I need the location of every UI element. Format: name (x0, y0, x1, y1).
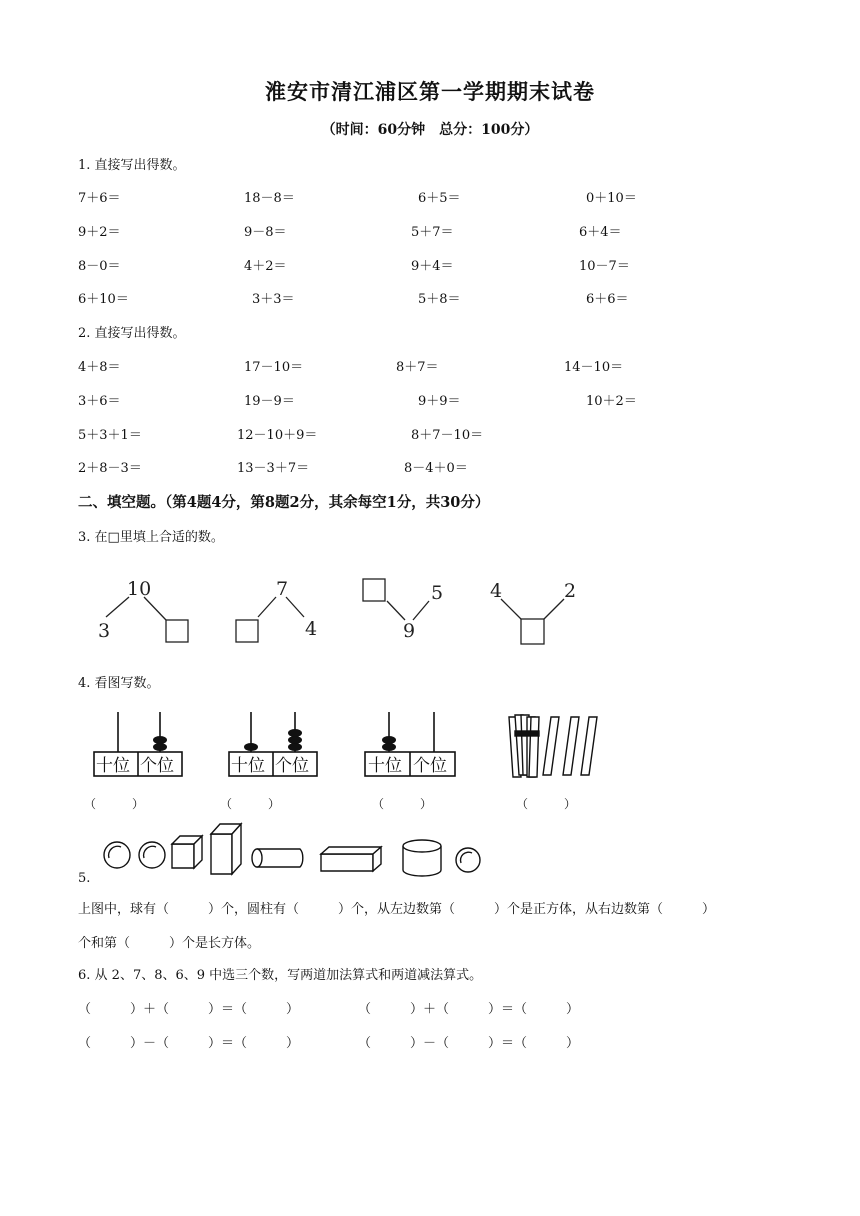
cylinder-shape (403, 840, 441, 876)
subtraction-equation-blank[interactable]: （ ）－（ ）＝（ ） (358, 1036, 580, 1051)
cylinder-shape (252, 849, 303, 867)
sphere-shape (139, 842, 165, 868)
bond-number: 10 (127, 578, 152, 600)
q1-expression: 5＋7＝ (411, 225, 454, 240)
q2-expression: 5＋3＋1＝ (78, 428, 142, 443)
q1-expression: 6＋4＝ (579, 225, 622, 240)
question-2-label: 2. 直接写出得数。 (78, 326, 186, 341)
tens-place-label: 十位 (231, 756, 265, 776)
tens-place-label: 十位 (368, 756, 402, 776)
q2-expression: 10＋2＝ (586, 394, 637, 409)
q1-expression: 6＋6＝ (586, 292, 629, 307)
q2-expression: 9＋9＝ (418, 394, 461, 409)
q1-expression: 9－8＝ (244, 225, 287, 240)
page-subtitle: （时间：60分钟 总分：100分） (321, 122, 539, 138)
ones-place-label: 个位 (140, 756, 174, 776)
question-5-label: 5. (78, 871, 91, 886)
question-5-line-1: 上图中，球有（ ）个，圆柱有（ ）个，从左边数第（ ）个是正方体，从右边数第（ ） (78, 902, 716, 917)
answer-blank[interactable]: （ ） (84, 797, 145, 811)
bond-number: 4 (305, 618, 318, 640)
q1-expression: 5＋8＝ (418, 292, 461, 307)
q1-expression: 9＋2＝ (78, 225, 121, 240)
bond-number: 2 (564, 580, 577, 602)
tens-place-label: 十位 (96, 756, 130, 776)
q1-expression: 6＋5＝ (418, 191, 461, 206)
solid-shapes-figure (100, 820, 490, 880)
q2-expression: 2＋8－3＝ (78, 461, 142, 476)
question-6-label: 6. 从 2、7、8、6、9 中选三个数，写两道加法算式和两道减法算式。 (78, 968, 483, 983)
bond-number: 5 (431, 582, 444, 604)
q2-expression: 8＋7－10＝ (411, 428, 484, 443)
subtraction-equation-blank[interactable]: （ ）－（ ）＝（ ） (78, 1036, 300, 1051)
q1-expression: 7＋6＝ (78, 191, 121, 206)
q1-expression: 6＋10＝ (78, 292, 129, 307)
sphere-shape (456, 848, 480, 872)
q2-expression: 19－9＝ (244, 394, 295, 409)
q2-expression: 13－3＋7＝ (237, 461, 310, 476)
question-1-label: 1. 直接写出得数。 (78, 158, 186, 173)
sphere-shape (104, 842, 130, 868)
answer-blank[interactable]: （ ） (372, 797, 433, 811)
question-4-label: 4. 看图写数。 (78, 676, 160, 691)
q2-expression: 8－4＋0＝ (404, 461, 468, 476)
q1-expression: 10－7＝ (579, 259, 630, 274)
page-title: 淮安市清江浦区第一学期期末试卷 (265, 79, 595, 104)
q1-expression: 9＋4＝ (411, 259, 454, 274)
cuboid-shape (211, 824, 241, 874)
cuboid-shape (321, 847, 381, 871)
bond-number: 9 (403, 620, 416, 642)
ones-place-label: 个位 (275, 756, 309, 776)
cube-shape (172, 836, 202, 868)
q1-expression: 3＋3＝ (252, 292, 295, 307)
q1-expression: 4＋2＝ (244, 259, 287, 274)
answer-blank[interactable]: （ ） (516, 797, 577, 811)
answer-blank[interactable]: （ ） (220, 797, 281, 811)
section-heading: 二、填空题。（第4题4分，第8题2分，其余每空1分，共30分） (78, 494, 490, 511)
counting-sticks (509, 715, 597, 777)
abacus-figures (85, 705, 625, 785)
q2-expression: 17－10＝ (244, 360, 304, 375)
addition-equation-blank[interactable]: （ ）＋（ ）＝（ ） (78, 1002, 300, 1017)
q1-expression: 8－0＝ (78, 259, 121, 274)
bond-number: 4 (490, 580, 503, 602)
bond-number: 3 (98, 620, 111, 642)
q2-expression: 12－10＋9＝ (237, 428, 318, 443)
ones-place-label: 个位 (413, 756, 447, 776)
q1-expression: 0＋10＝ (586, 191, 637, 206)
q1-expression: 18－8＝ (244, 191, 295, 206)
number-bond-figures (80, 565, 600, 650)
q2-expression: 4＋8＝ (78, 360, 121, 375)
question-5-line-2: 个和第（ ）个是长方体。 (78, 936, 261, 951)
q2-expression: 3＋6＝ (78, 394, 121, 409)
q2-expression: 8＋7＝ (396, 360, 439, 375)
question-3-label: 3. 在□里填上合适的数。 (78, 530, 224, 545)
addition-equation-blank[interactable]: （ ）＋（ ）＝（ ） (358, 1002, 580, 1017)
bond-number: 7 (276, 578, 289, 600)
q2-expression: 14－10＝ (564, 360, 624, 375)
